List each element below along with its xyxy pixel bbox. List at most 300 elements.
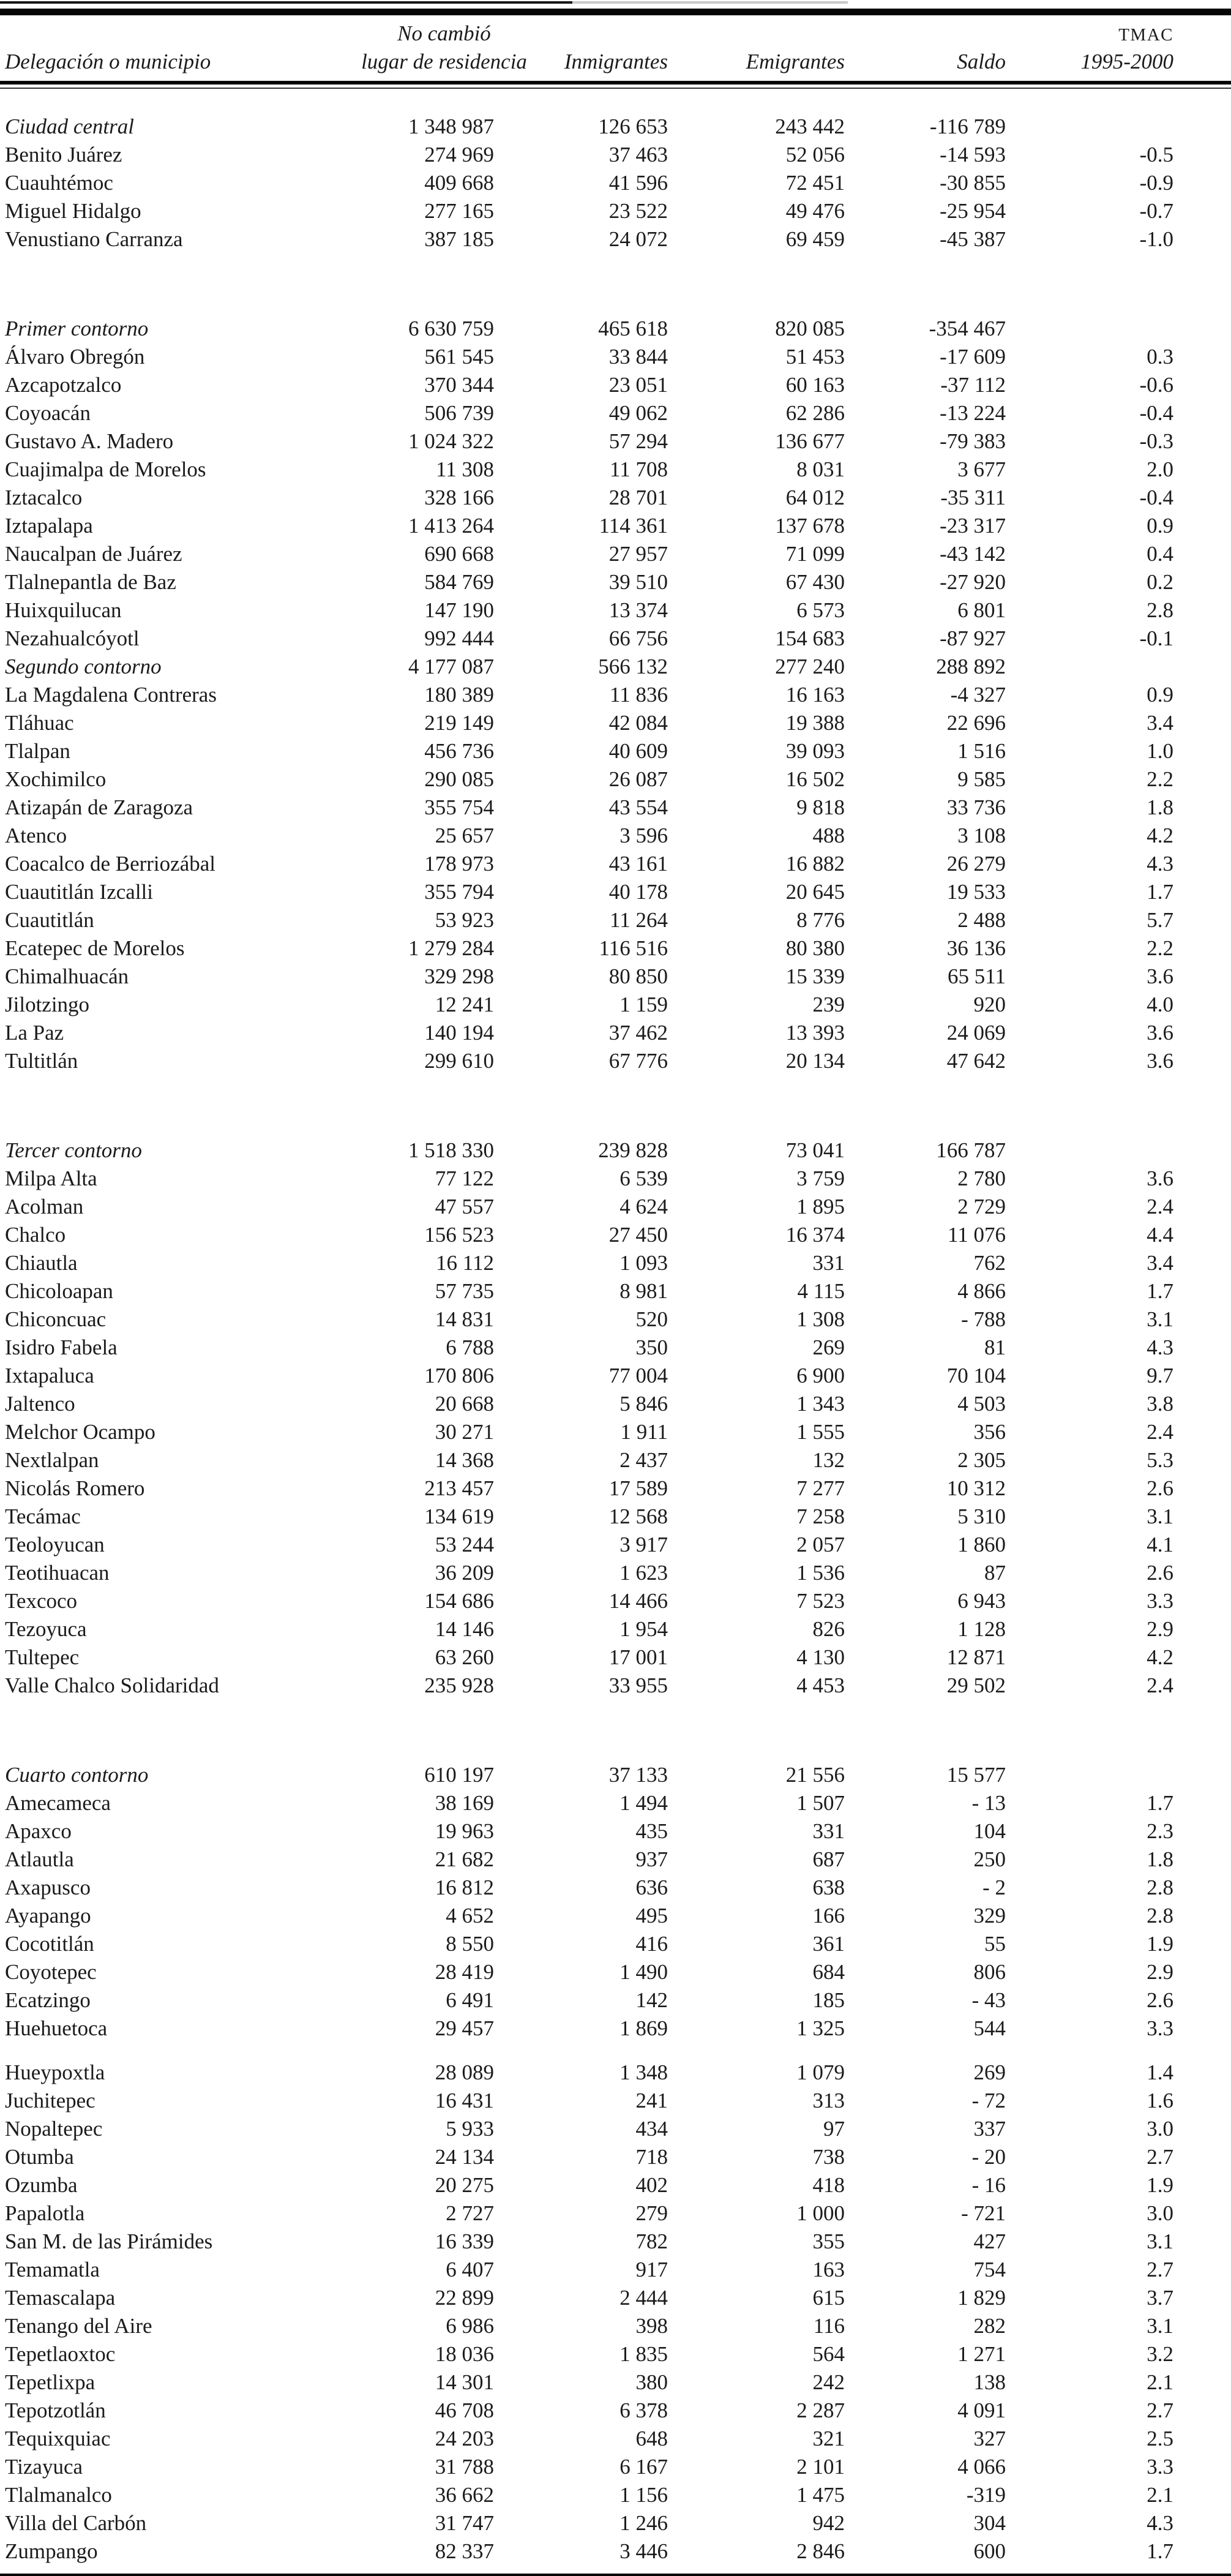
cell-no-cambio: 36 662	[435, 2482, 494, 2507]
cell-saldo: -17 609	[940, 344, 1006, 369]
cell-emigrantes: 7 523	[796, 1588, 845, 1613]
table-row	[0, 2509, 1231, 2537]
cell-no-cambio: 1 024 322	[408, 429, 494, 453]
cell-saldo: 87	[984, 1560, 1006, 1585]
cell-municipio: Acolman	[5, 1194, 84, 1219]
table-row	[0, 342, 1231, 370]
cell-municipio: Milpa Alta	[5, 1166, 97, 1190]
table-row	[0, 737, 1231, 765]
cell-no-cambio: 30 271	[435, 1419, 494, 1444]
cell-saldo: -27 920	[940, 569, 1006, 594]
cell-saldo: 754	[973, 2257, 1006, 2281]
cell-tmac: 1.9	[1147, 2172, 1173, 2197]
header-spacer	[494, 18, 668, 44]
cell-no-cambio: 46 708	[435, 2398, 494, 2422]
cell-saldo: - 16	[971, 2172, 1006, 2197]
cell-saldo: -25 954	[940, 198, 1006, 223]
cell-emigrantes: 166	[812, 1903, 845, 1928]
cell-no-cambio: 16 112	[436, 1250, 494, 1275]
cell-no-cambio: 1 518 330	[408, 1138, 494, 1162]
cell-tmac: 2.6	[1147, 1476, 1173, 1500]
cell-emigrantes: 19 388	[785, 710, 845, 735]
cell-saldo: -30 855	[940, 170, 1006, 195]
table-row	[0, 765, 1231, 793]
cell-inmigrantes: 279	[635, 2201, 668, 2225]
cell-municipio: Isidro Fabela	[5, 1335, 118, 1359]
cell-emigrantes: 1 343	[796, 1391, 845, 1416]
cell-saldo: 11 076	[948, 1222, 1006, 1247]
cell-tmac: 3.8	[1147, 1391, 1173, 1416]
cell-inmigrantes: 1 156	[619, 2482, 668, 2507]
cell-no-cambio: 20 668	[435, 1391, 494, 1416]
cell-saldo: 47 642	[946, 1048, 1006, 1073]
cell-emigrantes: 269	[812, 1335, 845, 1359]
cell-inmigrantes: 12 568	[608, 1504, 668, 1528]
cell-tmac: 1.9	[1147, 1931, 1173, 1956]
cell-inmigrantes: 239 828	[598, 1138, 668, 1162]
table-row	[0, 1530, 1231, 1558]
cell-no-cambio: 21 682	[435, 1847, 494, 1871]
cell-inmigrantes: 11 836	[610, 682, 668, 707]
cell-tmac: 2.9	[1147, 1959, 1173, 1984]
gap-row	[0, 253, 1231, 314]
cell-tmac: 1.4	[1147, 2060, 1173, 2084]
cell-no-cambio: 28 089	[435, 2060, 494, 2084]
cell-inmigrantes: 566 132	[598, 654, 668, 678]
cell-municipio: Tepotzotlán	[5, 2398, 106, 2422]
cell-no-cambio: 456 736	[424, 738, 494, 763]
cell-inmigrantes: 2 444	[619, 2285, 668, 2310]
table-body	[0, 112, 1231, 2565]
cell-saldo: -14 593	[940, 142, 1006, 167]
cell-tmac: 1.7	[1147, 2539, 1173, 2563]
cell-no-cambio: 4 177 087	[408, 654, 494, 678]
cell-inmigrantes: 27 957	[608, 541, 668, 566]
cell-tmac: 3.3	[1147, 2454, 1173, 2479]
cell-saldo: 15 577	[946, 1762, 1006, 1787]
cell-municipio: Ixtapaluca	[5, 1363, 94, 1388]
cell-municipio: Tultitlán	[5, 1048, 78, 1073]
cell-saldo: 329	[973, 1903, 1006, 1928]
table-row	[0, 2171, 1231, 2199]
cell-tmac: 3.6	[1147, 1048, 1173, 1073]
table-row	[0, 1361, 1231, 1389]
cell-municipio: Hueypoxtla	[5, 2060, 105, 2084]
cell-municipio: Apaxco	[5, 1819, 72, 1843]
cell-saldo: -87 927	[940, 626, 1006, 650]
cell-inmigrantes: 126 653	[598, 114, 668, 138]
cell-inmigrantes: 1 954	[619, 1617, 668, 1641]
cell-no-cambio: 16 431	[435, 2088, 494, 2112]
cell-tmac: 3.7	[1147, 2285, 1173, 2310]
cell-municipio: Melchor Ocampo	[5, 1419, 155, 1444]
cell-inmigrantes: 1 490	[619, 1959, 668, 1984]
cell-inmigrantes: 3 917	[619, 1532, 668, 1556]
table-row	[0, 1418, 1231, 1446]
cell-saldo: 55	[984, 1931, 1006, 1956]
cell-tmac: 3.1	[1147, 2229, 1173, 2253]
cell-emigrantes: 21 556	[785, 1762, 845, 1787]
cell-municipio: Tlalmanalco	[5, 2482, 112, 2507]
cell-municipio: Teotihuacan	[5, 1560, 110, 1585]
cell-tmac: 2.0	[1147, 457, 1173, 481]
cell-inmigrantes: 77 004	[608, 1363, 668, 1388]
cell-saldo: 327	[973, 2426, 1006, 2450]
cell-inmigrantes: 465 618	[598, 316, 668, 340]
cell-emigrantes: 97	[823, 2116, 845, 2141]
cell-municipio: Tepetlaoxtoc	[5, 2341, 116, 2366]
cell-municipio: Chimalhuacán	[5, 964, 129, 988]
table-row	[0, 225, 1231, 253]
cell-emigrantes: 16 374	[785, 1222, 845, 1247]
gap-row	[0, 1075, 1231, 1136]
cell-no-cambio: 57 735	[435, 1279, 494, 1303]
cell-inmigrantes: 26 087	[608, 767, 668, 791]
cell-emigrantes: 7 277	[796, 1476, 845, 1500]
table-row	[0, 399, 1231, 427]
cell-inmigrantes: 782	[635, 2229, 668, 2253]
cell-saldo: 920	[973, 992, 1006, 1016]
cell-emigrantes: 331	[812, 1819, 845, 1843]
cell-tmac: 4.3	[1147, 2510, 1173, 2535]
cell-tmac: 0.2	[1147, 569, 1173, 594]
cell-tmac: 3.1	[1147, 2313, 1173, 2338]
cell-emigrantes: 39 093	[785, 738, 845, 763]
cell-inmigrantes: 11 264	[610, 907, 668, 932]
header-spacer	[845, 18, 1006, 44]
cell-municipio: Cuautitlán Izcalli	[5, 879, 153, 904]
cell-tmac: 1.6	[1147, 2088, 1173, 2112]
cell-inmigrantes: 40 609	[608, 738, 668, 763]
cell-emigrantes: 136 677	[775, 429, 845, 453]
cell-saldo: -4 327	[950, 682, 1006, 707]
cell-emigrantes: 564	[812, 2341, 845, 2366]
cell-inmigrantes: 1 159	[619, 992, 668, 1016]
cell-inmigrantes: 2 437	[619, 1448, 668, 1472]
cell-municipio: Nopaltepec	[5, 2116, 103, 2141]
cell-inmigrantes: 42 084	[608, 710, 668, 735]
cell-municipio: Cuautitlán	[5, 907, 94, 932]
cell-emigrantes: 2 101	[796, 2454, 845, 2479]
table-row	[0, 1249, 1231, 1277]
cell-municipio: Iztapalapa	[5, 513, 93, 538]
cell-tmac: 3.6	[1147, 964, 1173, 988]
cell-municipio: Coyoacán	[5, 400, 91, 425]
cell-tmac: 2.5	[1147, 2426, 1173, 2450]
col-header-saldo: Saldo	[957, 50, 1006, 73]
cell-no-cambio: 610 197	[424, 1762, 494, 1787]
cell-tmac: 2.8	[1147, 1903, 1173, 1928]
cell-tmac	[1006, 1760, 1231, 1789]
cell-emigrantes: 1 308	[796, 1307, 845, 1331]
cell-tmac: 4.2	[1147, 1645, 1173, 1669]
gap-cell	[0, 1699, 1231, 1760]
cell-inmigrantes: 142	[635, 1988, 668, 2012]
cell-tmac: 3.1	[1147, 1307, 1173, 1331]
cell-saldo: 1 128	[957, 1617, 1006, 1641]
cell-emigrantes: 51 453	[785, 344, 845, 369]
col-header-tmac-line2: 1995-2000	[1080, 50, 1173, 73]
cell-emigrantes: 185	[812, 1988, 845, 2012]
cell-no-cambio: 328 166	[424, 485, 494, 509]
cell-emigrantes: 1 475	[796, 2482, 845, 2507]
section-row	[0, 1760, 1231, 1789]
cell-inmigrantes: 937	[635, 1847, 668, 1871]
cell-emigrantes: 615	[812, 2285, 845, 2310]
cell-saldo: 9 585	[957, 767, 1006, 791]
cell-saldo: 288 892	[936, 654, 1006, 678]
cell-municipio: Temamatla	[5, 2257, 100, 2281]
cell-tmac: 5.3	[1147, 1448, 1173, 1472]
cell-emigrantes: 820 085	[775, 316, 845, 340]
cell-emigrantes: 1 895	[796, 1194, 845, 1219]
cell-municipio: Álvaro Obregón	[5, 344, 145, 369]
cell-saldo: 282	[973, 2313, 1006, 2338]
cell-municipio: Chalco	[5, 1222, 66, 1247]
cell-saldo: -319	[966, 2482, 1006, 2507]
cell-tmac: -0.9	[1139, 170, 1173, 195]
table-row	[0, 2142, 1231, 2171]
cell-inmigrantes: 636	[635, 1875, 668, 1899]
table-row	[0, 1164, 1231, 1192]
cell-emigrantes: 137 678	[775, 513, 845, 538]
table-header	[0, 18, 1231, 112]
cell-tmac: 3.4	[1147, 710, 1173, 735]
cell-no-cambio: 235 928	[424, 1673, 494, 1697]
cell-no-cambio: 2 727	[446, 2201, 494, 2225]
table-row	[0, 2311, 1231, 2340]
cell-inmigrantes: 33 955	[608, 1673, 668, 1697]
cell-no-cambio: 8 550	[446, 1931, 494, 1956]
cell-emigrantes: 49 476	[785, 198, 845, 223]
cell-emigrantes: 638	[812, 1875, 845, 1899]
cell-emigrantes: 154 683	[775, 626, 845, 650]
cell-tmac	[1006, 652, 1231, 680]
table-row	[0, 2227, 1231, 2255]
cell-emigrantes: 15 339	[785, 964, 845, 988]
table-row	[0, 2114, 1231, 2142]
cell-municipio: Primer contorno	[5, 316, 149, 340]
cell-saldo: 544	[973, 2016, 1006, 2040]
cell-inmigrantes: 27 450	[608, 1222, 668, 1247]
cell-no-cambio: 584 769	[424, 569, 494, 594]
cell-tmac: 2.9	[1147, 1617, 1173, 1641]
cell-tmac: -0.1	[1139, 626, 1173, 650]
table-row	[0, 906, 1231, 934]
cell-emigrantes: 8 031	[796, 457, 845, 481]
table-row	[0, 877, 1231, 906]
cell-saldo: 762	[973, 1250, 1006, 1275]
table-row	[0, 934, 1231, 962]
gap-row	[0, 1699, 1231, 1760]
migration-table	[0, 18, 1231, 2565]
table-row	[0, 596, 1231, 624]
cell-municipio: Tepetlixpa	[5, 2370, 95, 2394]
header-spacer	[668, 18, 845, 44]
cell-inmigrantes: 4 624	[619, 1194, 668, 1219]
cell-emigrantes: 321	[812, 2426, 845, 2450]
cell-tmac: 2.8	[1147, 598, 1173, 622]
cell-no-cambio: 6 407	[446, 2257, 494, 2281]
gap-cell	[0, 1075, 1231, 1136]
cell-no-cambio: 20 275	[435, 2172, 494, 2197]
cell-tmac: 0.9	[1147, 682, 1173, 707]
cell-municipio: Venustiano Carranza	[5, 227, 183, 251]
cell-emigrantes: 16 502	[785, 767, 845, 791]
cell-inmigrantes: 3 596	[619, 823, 668, 847]
cell-emigrantes: 1 507	[796, 1790, 845, 1815]
col-header-municipio: Delegación o municipio	[5, 50, 211, 73]
cell-municipio: Cocotitlán	[5, 1931, 94, 1956]
cell-municipio: San M. de las Pirámides	[5, 2229, 213, 2253]
cell-no-cambio: 14 831	[435, 1307, 494, 1331]
cell-no-cambio: 690 668	[424, 541, 494, 566]
cell-municipio: Tláhuac	[5, 710, 74, 735]
cell-tmac: 3.3	[1147, 2016, 1173, 2040]
cell-inmigrantes: 23 522	[608, 198, 668, 223]
cell-municipio: Xochimilco	[5, 767, 107, 791]
cell-no-cambio: 11 308	[436, 457, 494, 481]
table-row	[0, 1305, 1231, 1333]
cell-emigrantes: 4 130	[796, 1645, 845, 1669]
cell-inmigrantes: 80 850	[608, 964, 668, 988]
cell-saldo: 1 271	[957, 2341, 1006, 2366]
cell-no-cambio: 6 630 759	[408, 316, 494, 340]
cell-municipio: Tlalnepantla de Baz	[5, 569, 176, 594]
cell-emigrantes: 116	[813, 2313, 845, 2338]
cell-emigrantes: 20 645	[785, 879, 845, 904]
cell-inmigrantes: 37 463	[608, 142, 668, 167]
cell-saldo: -354 467	[929, 316, 1006, 340]
cell-no-cambio: 63 260	[435, 1645, 494, 1669]
cell-municipio: Jilotzingo	[5, 992, 90, 1016]
table-row	[0, 1446, 1231, 1474]
cell-saldo: 4 091	[957, 2398, 1006, 2422]
cell-emigrantes: 1 325	[796, 2016, 845, 2040]
cell-tmac: 3.0	[1147, 2201, 1173, 2225]
table-row	[0, 821, 1231, 849]
table-row	[0, 1986, 1231, 2014]
cell-no-cambio: 1 279 284	[408, 936, 494, 960]
cell-emigrantes: 163	[812, 2257, 845, 2281]
top-rule-thick	[0, 9, 1231, 15]
cell-emigrantes: 361	[812, 1931, 845, 1956]
cell-tmac	[1006, 1136, 1231, 1164]
cell-municipio: Nicolás Romero	[5, 1476, 145, 1500]
table-row	[0, 624, 1231, 652]
cell-emigrantes: 52 056	[785, 142, 845, 167]
cell-municipio: Huixquilucan	[5, 598, 122, 622]
cell-tmac: 2.4	[1147, 1673, 1173, 1697]
cell-saldo: 166 787	[936, 1138, 1006, 1162]
cell-tmac: 2.6	[1147, 1988, 1173, 2012]
cell-inmigrantes: 37 133	[608, 1762, 668, 1787]
table-row	[0, 1502, 1231, 1530]
cell-emigrantes: 488	[812, 823, 845, 847]
cell-saldo: 6 943	[957, 1588, 1006, 1613]
table-row	[0, 1789, 1231, 1817]
cell-tmac: 2.8	[1147, 1875, 1173, 1899]
cell-emigrantes: 4 115	[797, 1279, 845, 1303]
table-row	[0, 1220, 1231, 1249]
cell-saldo: 33 736	[946, 795, 1006, 819]
cell-no-cambio: 213 457	[424, 1476, 494, 1500]
table-row	[0, 1671, 1231, 1699]
cell-tmac: 1.8	[1147, 1847, 1173, 1871]
cell-saldo: 806	[973, 1959, 1006, 1984]
cell-inmigrantes: 6 378	[619, 2398, 668, 2422]
cell-tmac	[1006, 112, 1231, 140]
cell-municipio: Tercer contorno	[5, 1138, 142, 1162]
cell-emigrantes: 8 776	[796, 907, 845, 932]
cell-municipio: Cuauhtémoc	[5, 170, 113, 195]
cell-emigrantes: 277 240	[775, 654, 845, 678]
cell-saldo: 600	[973, 2539, 1006, 2563]
cell-inmigrantes: 1 494	[619, 1790, 668, 1815]
cell-saldo: 19 533	[946, 879, 1006, 904]
cell-municipio: Papalotla	[5, 2201, 85, 2225]
cell-municipio: Chiautla	[5, 1250, 78, 1275]
cell-inmigrantes: 116 516	[599, 936, 668, 960]
cell-saldo: 29 502	[946, 1673, 1006, 1697]
cell-inmigrantes: 398	[635, 2313, 668, 2338]
cell-inmigrantes: 1 911	[620, 1419, 668, 1444]
table-row	[0, 2452, 1231, 2480]
cell-tmac: 2.2	[1147, 767, 1173, 791]
cell-no-cambio: 22 899	[435, 2285, 494, 2310]
cell-inmigrantes: 380	[635, 2370, 668, 2394]
cell-no-cambio: 6 986	[446, 2313, 494, 2338]
cell-municipio: Cuajimalpa de Morelos	[5, 457, 206, 481]
cell-inmigrantes: 23 051	[608, 372, 668, 397]
cell-inmigrantes: 14 466	[608, 1588, 668, 1613]
cell-no-cambio: 1 413 264	[408, 513, 494, 538]
cell-emigrantes: 60 163	[785, 372, 845, 397]
cell-tmac: 2.7	[1147, 2257, 1173, 2281]
cell-emigrantes: 73 041	[785, 1138, 845, 1162]
cell-inmigrantes: 49 062	[608, 400, 668, 425]
cell-saldo: - 13	[971, 1790, 1006, 1815]
cell-no-cambio: 82 337	[435, 2539, 494, 2563]
cell-municipio: Ciudad central	[5, 114, 134, 138]
cell-no-cambio: 219 149	[424, 710, 494, 735]
cell-inmigrantes: 67 776	[608, 1048, 668, 1073]
section-row	[0, 112, 1231, 140]
gap-cell	[0, 2042, 1231, 2058]
cell-saldo: 6 801	[957, 598, 1006, 622]
table-row	[0, 1046, 1231, 1075]
cell-inmigrantes: 1 246	[619, 2510, 668, 2535]
table-row	[0, 2368, 1231, 2396]
cell-emigrantes: 62 286	[785, 400, 845, 425]
cell-no-cambio: 29 457	[435, 2016, 494, 2040]
section-row	[0, 652, 1231, 680]
cell-tmac: -0.4	[1139, 485, 1173, 509]
cell-no-cambio: 38 169	[435, 1790, 494, 1815]
cell-saldo: - 43	[971, 1988, 1006, 2012]
table-row	[0, 962, 1231, 990]
cell-no-cambio: 277 165	[424, 198, 494, 223]
cell-tmac: -0.3	[1139, 429, 1173, 453]
cell-municipio: Axapusco	[5, 1875, 91, 1899]
cell-emigrantes: 20 134	[785, 1048, 845, 1073]
cell-emigrantes: 826	[812, 1617, 845, 1641]
cell-saldo: -13 224	[940, 400, 1006, 425]
cell-municipio: Zumpango	[5, 2539, 98, 2563]
cell-no-cambio: 992 444	[424, 626, 494, 650]
cell-municipio: Temascalapa	[5, 2285, 116, 2310]
cell-no-cambio: 355 794	[424, 879, 494, 904]
